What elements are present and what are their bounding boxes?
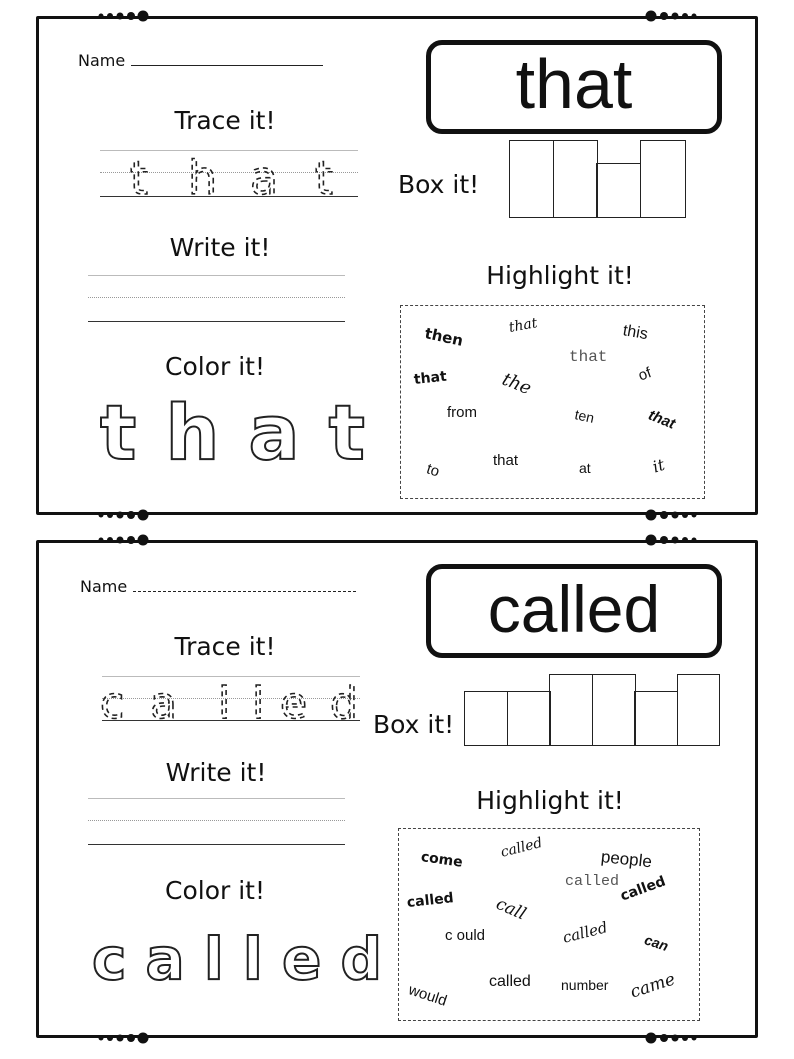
highlight-word[interactable]: that — [413, 368, 448, 388]
letter-box-tall[interactable] — [553, 140, 598, 218]
trace-heading: Trace it! — [174, 632, 276, 661]
write-mid-line[interactable] — [88, 297, 345, 298]
write-heading: Write it! — [165, 758, 267, 787]
color-letter[interactable]: d — [340, 925, 382, 993]
write-top-line[interactable] — [88, 798, 345, 799]
trace-letter: t — [130, 151, 149, 200]
highlight-word[interactable]: that — [493, 452, 519, 469]
letter-boxes — [464, 674, 718, 746]
highlight-heading: Highlight it! — [476, 786, 624, 815]
letter-box-short[interactable] — [507, 691, 551, 746]
highlight-word[interactable]: called — [565, 873, 620, 890]
trace-letter: a — [150, 678, 177, 726]
color-heading: Color it! — [165, 876, 265, 905]
highlight-word[interactable]: can — [642, 931, 671, 955]
trace-word-that — [100, 146, 360, 200]
highlight-word[interactable]: would — [406, 981, 449, 1010]
letter-box-tall[interactable] — [640, 140, 686, 218]
letter-box-short[interactable] — [464, 691, 508, 746]
highlight-area — [400, 305, 705, 499]
highlight-word[interactable]: c ould — [445, 927, 486, 944]
highlight-word[interactable]: that — [569, 348, 608, 366]
color-letter[interactable]: l — [203, 925, 224, 993]
trace-letter: e — [280, 678, 308, 726]
trace-letter: c — [100, 678, 125, 726]
highlight-word[interactable]: called — [618, 873, 668, 905]
color-letter[interactable]: a — [248, 388, 300, 477]
sight-word: that — [515, 45, 633, 123]
sight-word: called — [487, 572, 661, 646]
highlight-word[interactable]: the — [499, 368, 535, 400]
letter-boxes — [509, 140, 684, 218]
trace-letter: l — [252, 678, 265, 726]
color-letter[interactable]: e — [281, 925, 322, 993]
name-blank-line[interactable] — [131, 51, 323, 66]
letter-box-short[interactable] — [634, 691, 678, 746]
color-letter[interactable]: h — [165, 388, 220, 477]
trace-letter: d — [330, 678, 358, 726]
highlight-word[interactable]: from — [447, 404, 477, 421]
letter-box-tall[interactable] — [592, 674, 636, 746]
write-base-line[interactable] — [88, 844, 345, 845]
sight-word-box — [426, 40, 722, 134]
highlight-word[interactable]: ten — [573, 406, 596, 426]
write-heading: Write it! — [169, 233, 271, 262]
highlight-word[interactable]: called — [406, 890, 455, 911]
letter-box-tall[interactable] — [677, 674, 720, 746]
write-mid-line[interactable] — [88, 820, 345, 821]
trace-letter: a — [250, 151, 279, 200]
highlight-word[interactable]: at — [579, 460, 591, 476]
sight-word-box — [426, 564, 722, 658]
name-blank-line[interactable] — [133, 577, 356, 592]
color-letter[interactable]: t — [100, 388, 137, 477]
highlight-word[interactable]: that — [507, 315, 539, 336]
name-label: Name — [80, 577, 128, 596]
highlight-word[interactable]: come — [419, 849, 464, 871]
color-word-that[interactable] — [100, 388, 365, 477]
write-base-line[interactable] — [88, 321, 345, 322]
box-heading: Box it! — [373, 710, 455, 739]
color-letter[interactable]: l — [242, 925, 263, 993]
highlight-word[interactable]: this — [621, 322, 650, 344]
highlight-word[interactable]: it — [650, 454, 667, 477]
highlight-word[interactable]: then — [423, 324, 465, 350]
highlight-word[interactable]: that — [645, 406, 678, 433]
highlight-word[interactable]: call — [492, 893, 529, 925]
highlight-word[interactable]: called — [560, 918, 610, 947]
highlight-word[interactable]: came — [627, 969, 678, 1003]
trace-letter: l — [218, 678, 231, 726]
letter-box-tall[interactable] — [509, 140, 554, 218]
highlight-word[interactable]: people — [600, 847, 653, 872]
highlight-word[interactable]: number — [561, 977, 609, 993]
color-heading: Color it! — [165, 352, 265, 381]
highlight-heading: Highlight it! — [486, 261, 634, 290]
color-word-called[interactable] — [92, 925, 382, 993]
box-heading: Box it! — [398, 170, 480, 199]
highlight-word[interactable]: to — [424, 460, 442, 481]
write-top-line[interactable] — [88, 275, 345, 276]
trace-letter: h — [188, 151, 218, 200]
letter-box-tall[interactable] — [549, 674, 593, 746]
highlight-word[interactable]: called — [499, 834, 545, 861]
name-field[interactable] — [80, 577, 356, 596]
highlight-area — [398, 828, 700, 1021]
highlight-word[interactable]: of — [636, 364, 654, 385]
name-label: Name — [78, 51, 126, 70]
trace-letter: t — [315, 151, 334, 200]
color-letter[interactable]: c — [92, 925, 127, 993]
letter-box-short[interactable] — [596, 163, 641, 218]
name-field[interactable] — [78, 51, 323, 70]
color-letter[interactable]: a — [145, 925, 185, 993]
color-letter[interactable]: t — [328, 388, 365, 477]
trace-heading: Trace it! — [174, 106, 276, 135]
trace-word-called — [100, 672, 362, 726]
highlight-word[interactable]: called — [489, 973, 531, 990]
